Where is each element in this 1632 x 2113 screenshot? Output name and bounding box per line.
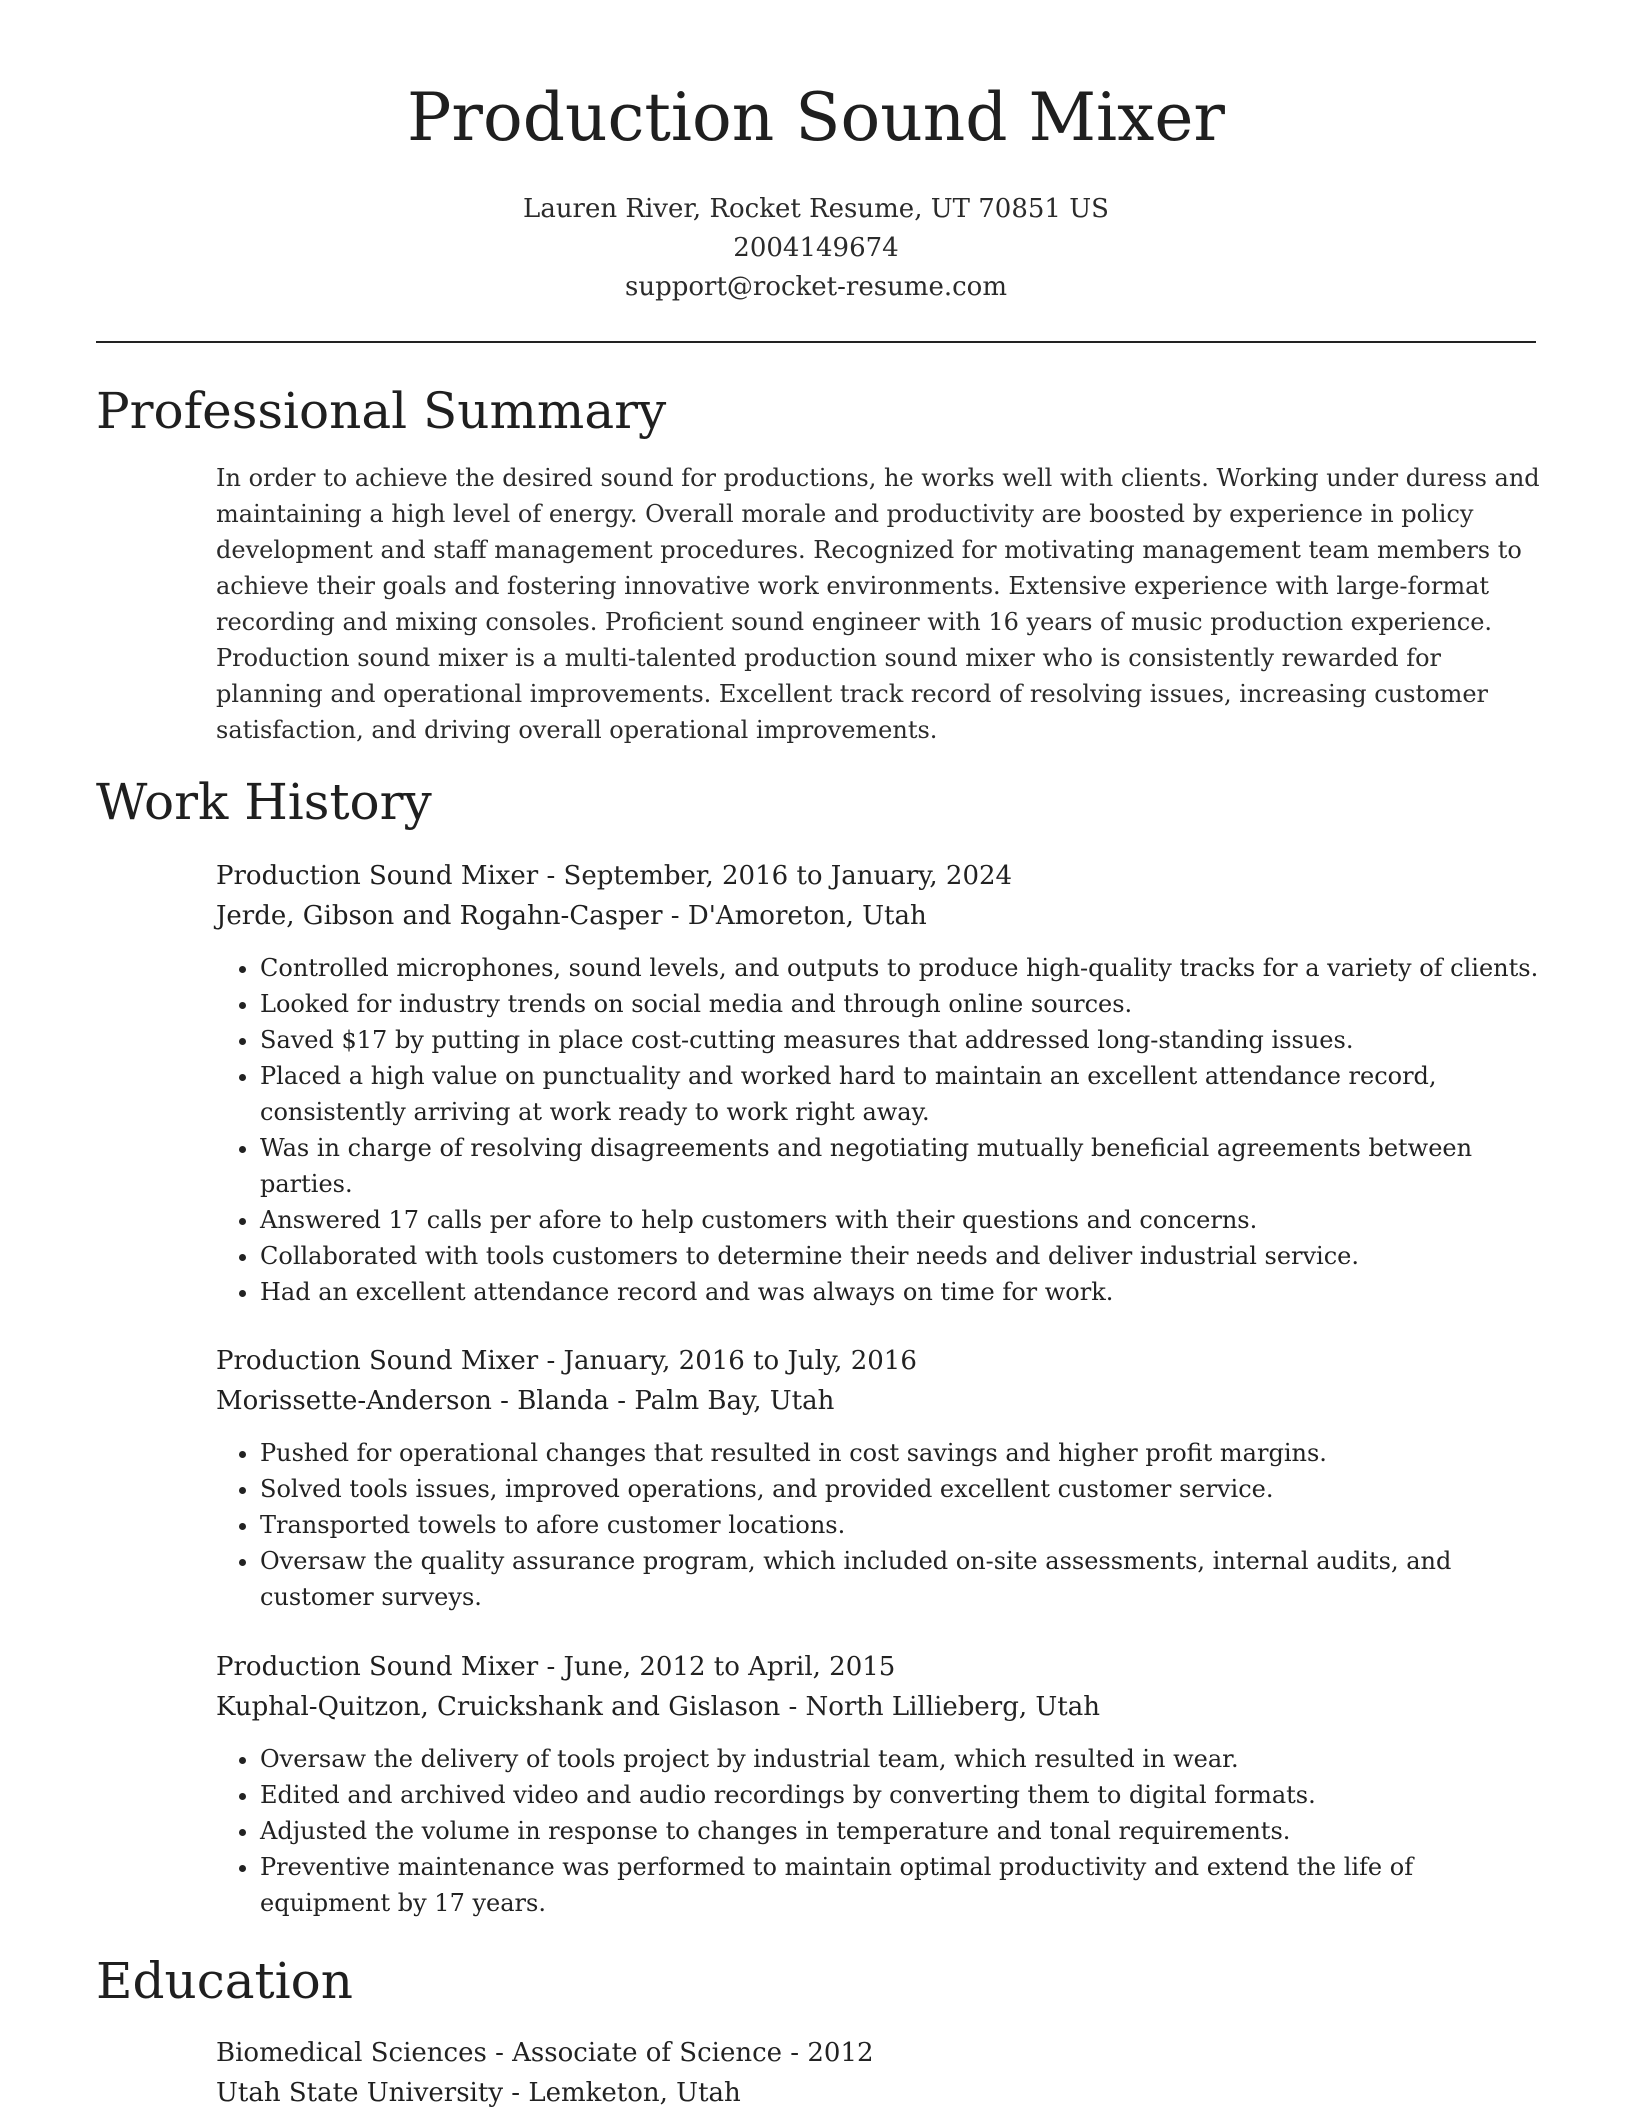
summary-text: In order to achieve the desired sound for productions, he works well with clients. Working under duress and maintaining a high level of energy. Overall morale and productivity are boosted by experience in policy development and staff management procedures. Recognized for motivating management team members to achieve their goals and fostering innovative work environments. Extensive experience with large-format recording and mixing consoles. Proficient sound engineer with 16 years of music production experience. Production sound mixer is a multi-talented production sound mixer who is consistently rewarded for planning and operational improvements. Excellent track record of resolving issues, increasing customer satisfaction, and driving overall operational improvements.: [216, 464, 1540, 744]
job-bullets: [216, 1435, 1541, 1615]
job-entry-3: [216, 1647, 1541, 1921]
job-company: Morissette-Anderson - Blanda: [216, 1386, 610, 1416]
section-title-summary: Professional Summary: [96, 382, 667, 440]
job-entry-2: [216, 1341, 1541, 1615]
list-item: • Answered 17 calls per afore to help customers with their questions and concerns.: [260, 1202, 1541, 1238]
list-item: • Saved $17 by putting in place cost-cutting measures that addressed long-standing issues.: [260, 1022, 1541, 1058]
job-company: Jerde, Gibson and Rogahn-Casper: [216, 901, 663, 931]
list-item: • Looked for industry trends on social media and through online sources.: [260, 986, 1541, 1022]
header-divider: [96, 341, 1536, 343]
education-degree: Biomedical Sciences - Associate of Science - 2012: [216, 2038, 874, 2068]
job-entry-1: [216, 856, 1541, 1310]
job-dates: - September, 2016 to January, 2024: [538, 861, 1013, 891]
job-title-line: [216, 856, 1541, 896]
job-company: Kuphal-Quitzon, Cruickshank and Gislason: [216, 1692, 781, 1722]
section-title-work-history: Work History: [96, 773, 432, 831]
education-school-line: [216, 2073, 1541, 2113]
job-title-line: [216, 1647, 1541, 1687]
job-company-line: [216, 1381, 1541, 1421]
resume-name: Production Sound Mixer: [407, 79, 1225, 156]
list-item: • Pushed for operational changes that resulted in cost savings and higher profit margins.: [260, 1435, 1541, 1471]
job-company-line: [216, 1687, 1541, 1727]
list-item: • Controlled microphones, sound levels, and outputs to produce high-quality tracks for a variety of clients.: [260, 950, 1541, 986]
job-location: - North Lillieberg, Utah: [780, 1692, 1100, 1722]
list-item: • Had an excellent attendance record and was always on time for work.: [260, 1274, 1541, 1310]
list-item: • Oversaw the delivery of tools project by industrial team, which resulted in wear.: [260, 1741, 1541, 1777]
job-location: - Palm Bay, Utah: [609, 1386, 835, 1416]
list-item: • Oversaw the quality assurance program, which included on-site assessments, internal audits, and customer surveys.: [260, 1543, 1541, 1615]
list-item: • Placed a high value on punctuality and worked hard to maintain an excellent attendance record, consistently arriving at work ready to work right away.: [260, 1058, 1541, 1130]
education-location: - Lemketon, Utah: [503, 2078, 741, 2108]
list-item: • Edited and archived video and audio recordings by converting them to digital formats.: [260, 1777, 1541, 1813]
job-company-line: [216, 896, 1541, 936]
list-item: • Adjusted the volume in response to changes in temperature and tonal requirements.: [260, 1813, 1541, 1849]
job-role: Production Sound Mixer: [216, 861, 539, 891]
list-item: • Was in charge of resolving disagreements and negotiating mutually beneficial agreements between parties.: [260, 1130, 1541, 1202]
job-role: Production Sound Mixer: [216, 1346, 539, 1376]
job-bullets: [216, 1741, 1541, 1921]
job-bullets: [216, 950, 1541, 1310]
contact-address: Lauren River, Rocket Resume, UT 70851 US: [523, 194, 1109, 224]
job-location: - D'Amoreton, Utah: [662, 901, 927, 931]
job-dates: - January, 2016 to July, 2016: [538, 1346, 917, 1376]
list-item: • Collaborated with tools customers to determine their needs and deliver industrial service.: [260, 1238, 1541, 1274]
education-school: Utah State University: [216, 2078, 504, 2108]
education-entry: [216, 2033, 1541, 2113]
contact-email: support@rocket-resume.com: [624, 272, 1007, 302]
section-title-education: Education: [96, 1952, 353, 2010]
summary-block: [216, 460, 1541, 748]
list-item: • Solved tools issues, improved operations, and provided excellent customer service.: [260, 1471, 1541, 1507]
contact-block: [0, 190, 1632, 307]
list-item: • Preventive maintenance was performed to maintain optimal productivity and extend the life of equipment by 17 years.: [260, 1849, 1541, 1921]
job-role: Production Sound Mixer: [216, 1652, 539, 1682]
contact-phone: 2004149674: [733, 233, 899, 263]
job-title-line: [216, 1341, 1541, 1381]
list-item: • Transported towels to afore customer locations.: [260, 1507, 1541, 1543]
job-dates: - June, 2012 to April, 2015: [538, 1652, 896, 1682]
